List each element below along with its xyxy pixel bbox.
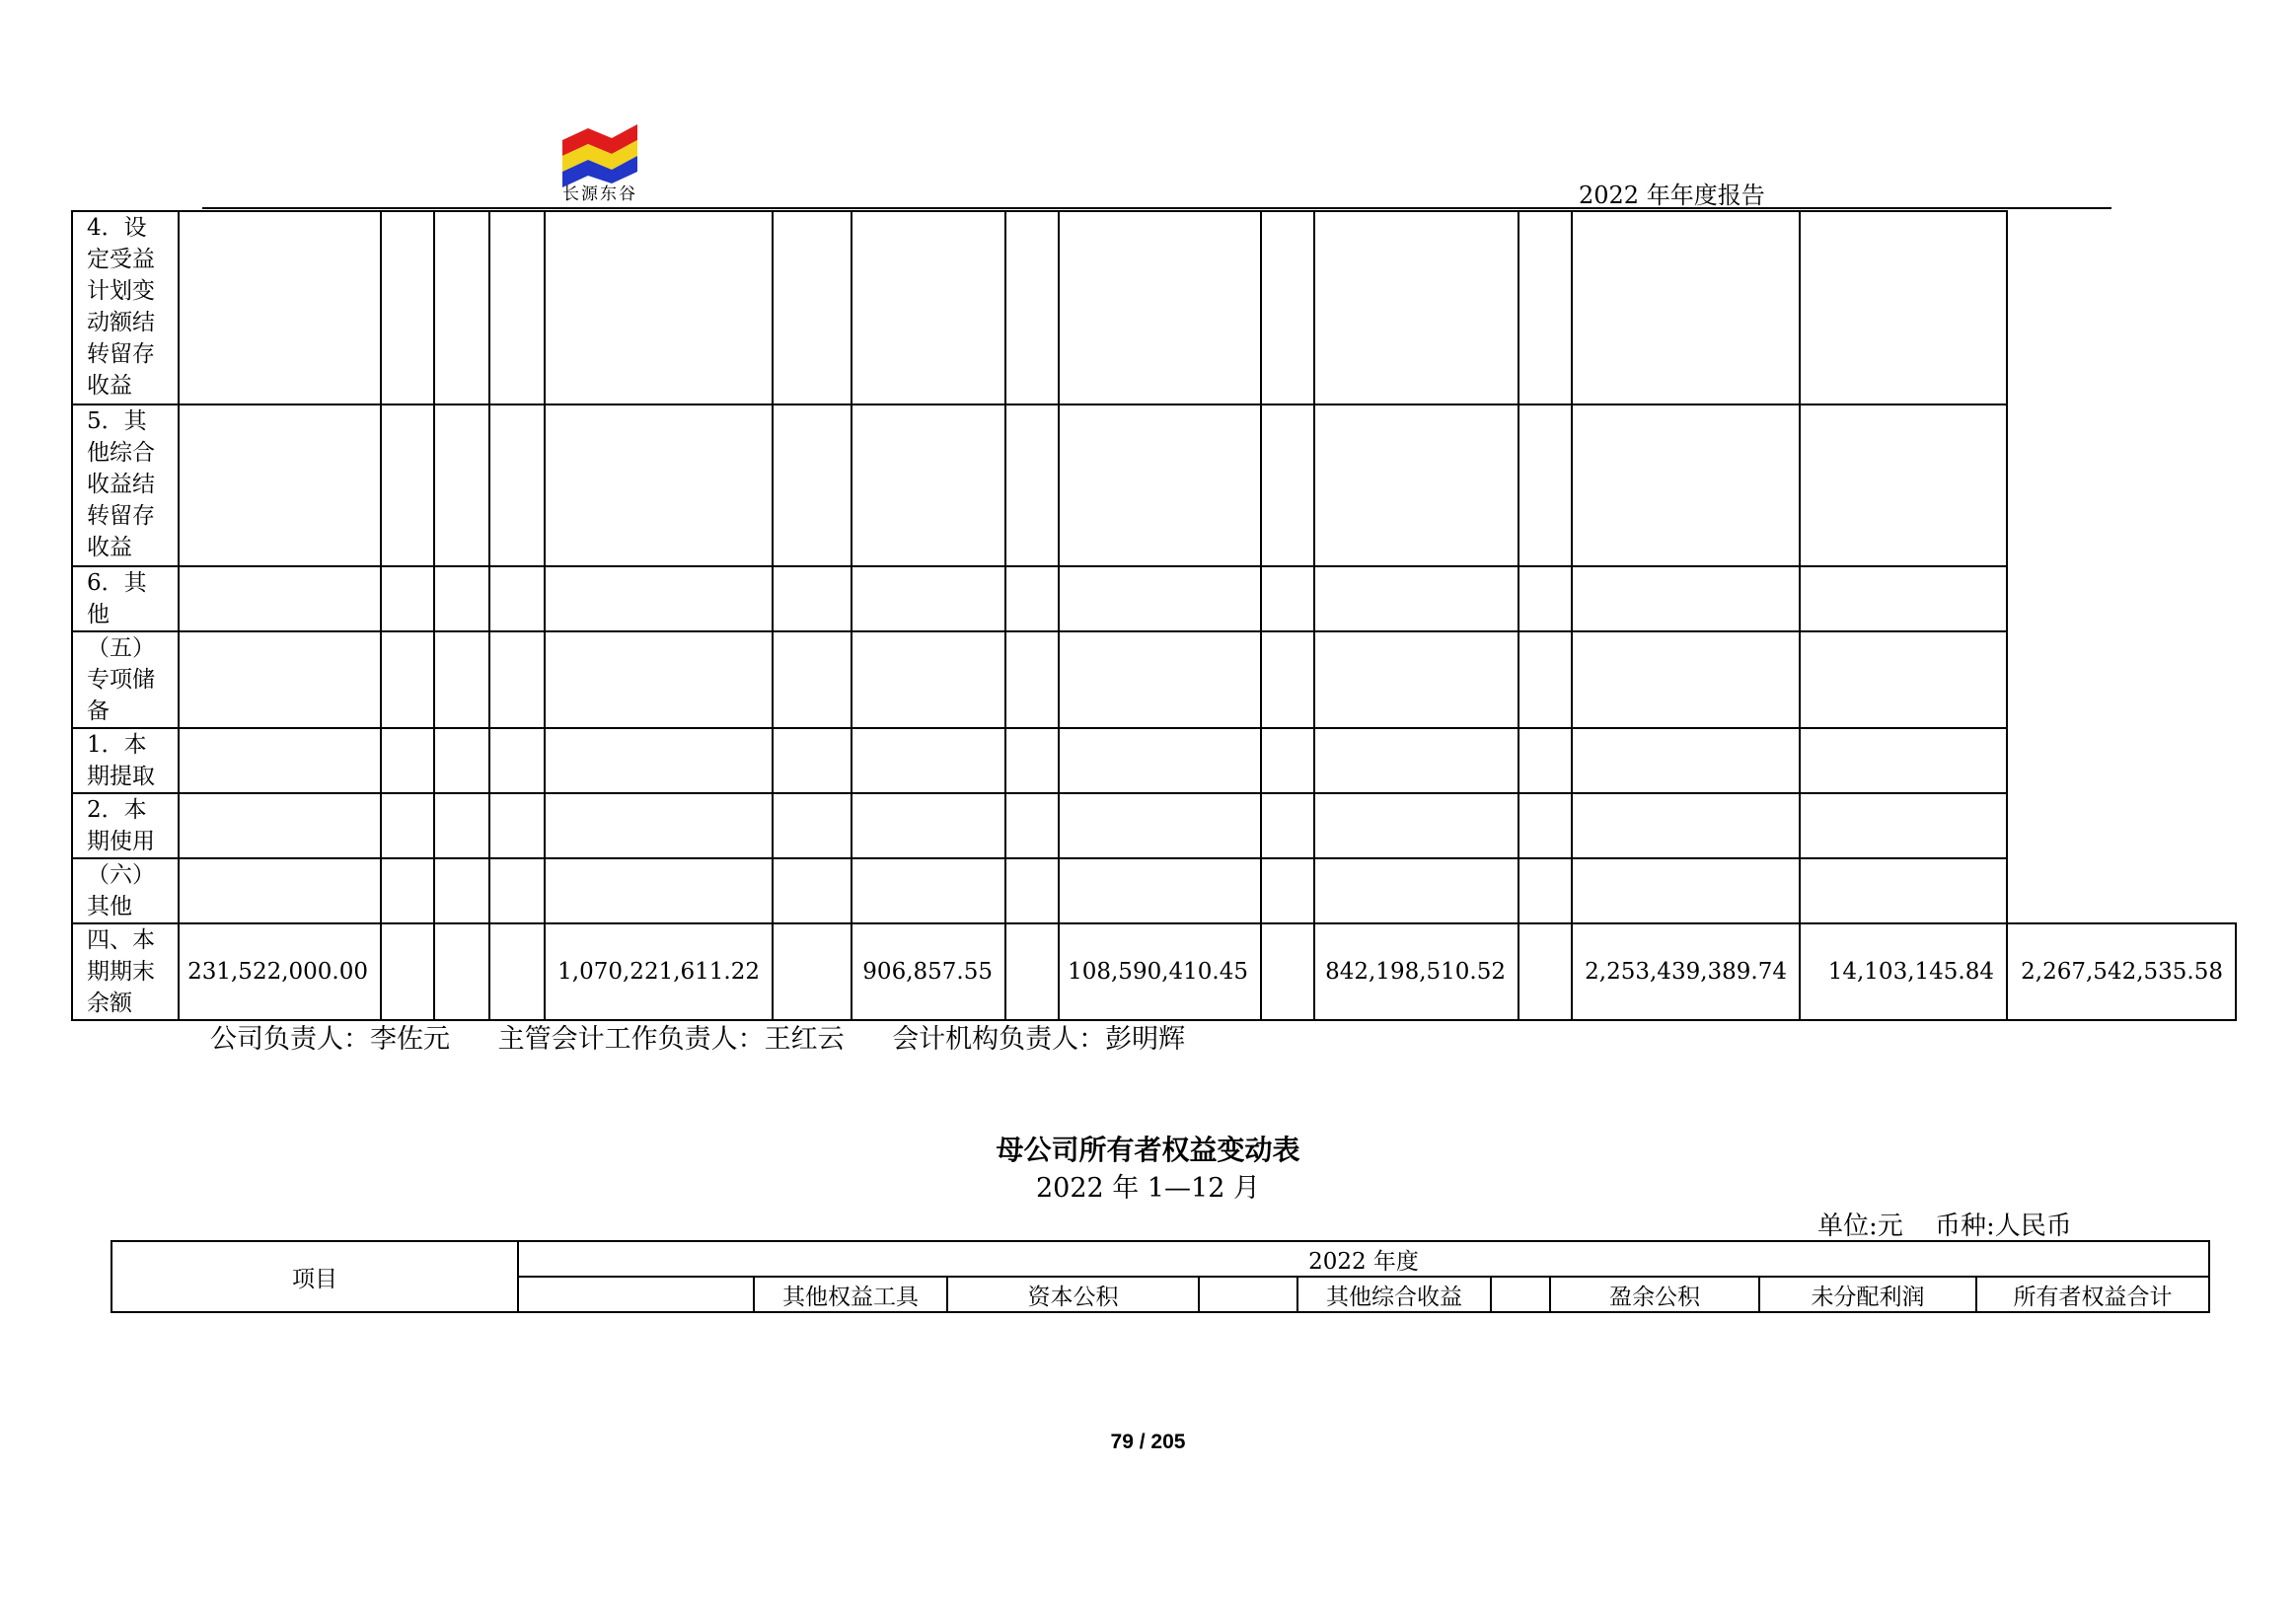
row-label-line: 计划变 [87, 278, 155, 304]
table-row [72, 923, 2236, 1020]
table-row [72, 211, 2236, 404]
row-label [72, 923, 179, 1020]
value-cell [545, 211, 773, 404]
value-cell [1261, 211, 1314, 404]
value-cell [434, 728, 489, 793]
value-cell [1314, 566, 1518, 631]
value-cell [1005, 858, 1059, 923]
value-cell [773, 793, 852, 858]
row-label [72, 211, 179, 404]
value-cell [1314, 858, 1518, 923]
row-label-line: 他综合 [87, 440, 155, 466]
value-cell [489, 566, 545, 631]
value-cell [1314, 728, 1518, 793]
value-cell [1800, 858, 2007, 923]
value-cell: 2,253,439,389.74 [1572, 923, 1800, 1020]
signers-line [210, 1017, 1224, 1056]
subheader-cell: 其他权益工具 [754, 1277, 947, 1312]
value-cell [381, 728, 434, 793]
value-cell: 1,070,221,611.22 [545, 923, 773, 1020]
row-label-line: 转留存 [87, 503, 155, 529]
header-divider [202, 207, 2111, 209]
value-cell [1314, 631, 1518, 728]
row-label-line: 1．本 [87, 732, 147, 758]
value-cell [1518, 631, 1572, 728]
table-row [72, 728, 2236, 793]
value-cell [545, 728, 773, 793]
logo-caption: 长源东谷 [562, 184, 637, 204]
row-label-line: 2．本 [87, 797, 147, 823]
value-cell: 108,590,410.45 [1059, 923, 1261, 1020]
value-cell [1059, 793, 1261, 858]
value-cell [381, 923, 434, 1020]
value-cell [381, 631, 434, 728]
page-number: 79 / 205 [1110, 1431, 1186, 1453]
subheader-cell [1199, 1277, 1297, 1312]
value-cell [1518, 211, 1572, 404]
value-cell [489, 631, 545, 728]
row-label-line: 四、本 [87, 927, 155, 953]
value-cell [1059, 566, 1261, 631]
value-cell [1518, 923, 1572, 1020]
value-cell [1800, 211, 2007, 404]
value-cell [434, 923, 489, 1020]
value-cell [381, 566, 434, 631]
value-cell [489, 728, 545, 793]
value-cell [773, 404, 852, 566]
row-label-line: 4．设 [87, 215, 147, 241]
value-cell [773, 858, 852, 923]
value-cell: 14,103,145.84 [1800, 923, 2007, 1020]
value-cell [179, 404, 381, 566]
row-label-line: 动额结 [87, 310, 155, 335]
row-label [72, 858, 179, 923]
row-label [72, 631, 179, 728]
value-cell [1572, 566, 1800, 631]
value-cell [381, 858, 434, 923]
value-cell [489, 858, 545, 923]
subheader-cell: 其他综合收益 [1297, 1277, 1491, 1312]
row-label-line: （六） [87, 862, 155, 888]
value-cell [1572, 404, 1800, 566]
table-row [72, 631, 2236, 728]
unit-label: 单位:元 [1817, 1212, 1903, 1241]
value-cell [1005, 631, 1059, 728]
value-cell [545, 566, 773, 631]
value-cell [1005, 793, 1059, 858]
company-head: 公司负责人：李佐元 [210, 1024, 450, 1055]
value-cell [489, 404, 545, 566]
value-cell: 231,522,000.00 [179, 923, 381, 1020]
value-cell [179, 793, 381, 858]
value-cell [1800, 793, 2007, 858]
table-row [72, 566, 2236, 631]
value-cell [1572, 728, 1800, 793]
value-cell [773, 631, 852, 728]
value-cell [179, 631, 381, 728]
section-period: 2022 年 1—12 月 [1036, 1173, 1260, 1204]
table-row [72, 858, 2236, 923]
subheader-cell: 未分配利润 [1759, 1277, 1976, 1312]
col-year-header: 2022 年度 [518, 1241, 2209, 1277]
col-item-header: 项目 [111, 1241, 518, 1312]
value-cell [545, 631, 773, 728]
value-cell [1059, 404, 1261, 566]
subheader-cell: 盈余公积 [1550, 1277, 1759, 1312]
row-label-line: 备 [87, 698, 110, 724]
value-cell [1800, 631, 2007, 728]
value-cell [1005, 404, 1059, 566]
row-label-line: 收益 [87, 373, 132, 399]
value-cell [1518, 566, 1572, 631]
value-cell [1261, 404, 1314, 566]
value-cell [1261, 728, 1314, 793]
value-cell [1518, 728, 1572, 793]
row-label [72, 793, 179, 858]
value-cell [489, 923, 545, 1020]
agency-head: 会计机构负责人：彭明辉 [892, 1024, 1186, 1055]
row-label-line: 转留存 [87, 341, 155, 367]
row-label-line: 其他 [87, 894, 132, 919]
value-cell [852, 793, 1005, 858]
value-cell [1314, 793, 1518, 858]
value-cell [1005, 566, 1059, 631]
value-cell [381, 793, 434, 858]
row-label-line: （五） [87, 635, 155, 661]
value-cell [773, 728, 852, 793]
value-cell [434, 631, 489, 728]
value-cell [1572, 858, 1800, 923]
value-cell [773, 211, 852, 404]
subheader-cell [518, 1277, 754, 1312]
section-title: 母公司所有者权益变动表 [996, 1134, 1300, 1166]
row-label-line: 余额 [87, 991, 132, 1016]
row-label [72, 728, 179, 793]
value-cell [179, 728, 381, 793]
value-cell [852, 404, 1005, 566]
value-cell [1261, 793, 1314, 858]
accounting-head: 主管会计工作负责人：王红云 [497, 1024, 845, 1055]
row-label-line: 他 [87, 602, 110, 627]
value-cell [1261, 923, 1314, 1020]
row-label-line: 期使用 [87, 829, 155, 854]
value-cell [1005, 211, 1059, 404]
table-row [72, 404, 2236, 566]
value-cell [1059, 211, 1261, 404]
value-cell [1261, 631, 1314, 728]
value-cell [1800, 566, 2007, 631]
value-cell [1518, 404, 1572, 566]
value-cell [434, 858, 489, 923]
value-cell [434, 793, 489, 858]
value-cell [1005, 728, 1059, 793]
row-label-line: 期提取 [87, 764, 155, 789]
row-label-line: 定受益 [87, 247, 155, 272]
value-cell [1518, 793, 1572, 858]
value-cell [1572, 211, 1800, 404]
subheader-cell: 所有者权益合计 [1976, 1277, 2209, 1312]
value-cell: 2,267,542,535.58 [2007, 923, 2236, 1020]
value-cell [852, 211, 1005, 404]
value-cell [852, 631, 1005, 728]
equity-change-table [71, 210, 2237, 1021]
value-cell [179, 211, 381, 404]
subheader-cell [1491, 1277, 1550, 1312]
value-cell [852, 858, 1005, 923]
parent-equity-table-header [111, 1240, 2210, 1313]
row-label-line: 期期末 [87, 959, 155, 985]
value-cell [381, 211, 434, 404]
value-cell [1572, 793, 1800, 858]
row-label-line: 专项储 [87, 667, 155, 693]
value-cell [545, 858, 773, 923]
value-cell [1059, 631, 1261, 728]
row-label [72, 404, 179, 566]
row-label-line: 5．其 [87, 408, 147, 434]
row-label-line: 收益结 [87, 472, 155, 497]
value-cell [852, 728, 1005, 793]
value-cell [1314, 404, 1518, 566]
value-cell [434, 404, 489, 566]
row-label-line: 6．其 [87, 570, 147, 596]
value-cell [1800, 728, 2007, 793]
value-cell [1314, 211, 1518, 404]
subheader-cell: 资本公积 [947, 1277, 1199, 1312]
currency-label: 币种:人民币 [1935, 1212, 2072, 1241]
value-cell [773, 923, 852, 1020]
value-cell [1261, 566, 1314, 631]
value-cell [1005, 923, 1059, 1020]
unit-line [1817, 1206, 2096, 1242]
value-cell [434, 211, 489, 404]
value-cell [1572, 631, 1800, 728]
value-cell [489, 211, 545, 404]
value-cell [545, 404, 773, 566]
value-cell [545, 793, 773, 858]
row-label [72, 566, 179, 631]
value-cell [1518, 858, 1572, 923]
value-cell [852, 566, 1005, 631]
value-cell: 906,857.55 [852, 923, 1005, 1020]
value-cell [1261, 858, 1314, 923]
value-cell [489, 793, 545, 858]
value-cell [434, 566, 489, 631]
value-cell: 842,198,510.52 [1314, 923, 1518, 1020]
report-title: 2022 年年度报告 [1579, 182, 1765, 209]
value-cell [1059, 858, 1261, 923]
table-row [72, 793, 2236, 858]
value-cell [179, 858, 381, 923]
value-cell [1800, 404, 2007, 566]
value-cell [381, 404, 434, 566]
row-label-line: 收益 [87, 535, 132, 560]
value-cell [1059, 728, 1261, 793]
value-cell [179, 566, 381, 631]
value-cell [773, 566, 852, 631]
